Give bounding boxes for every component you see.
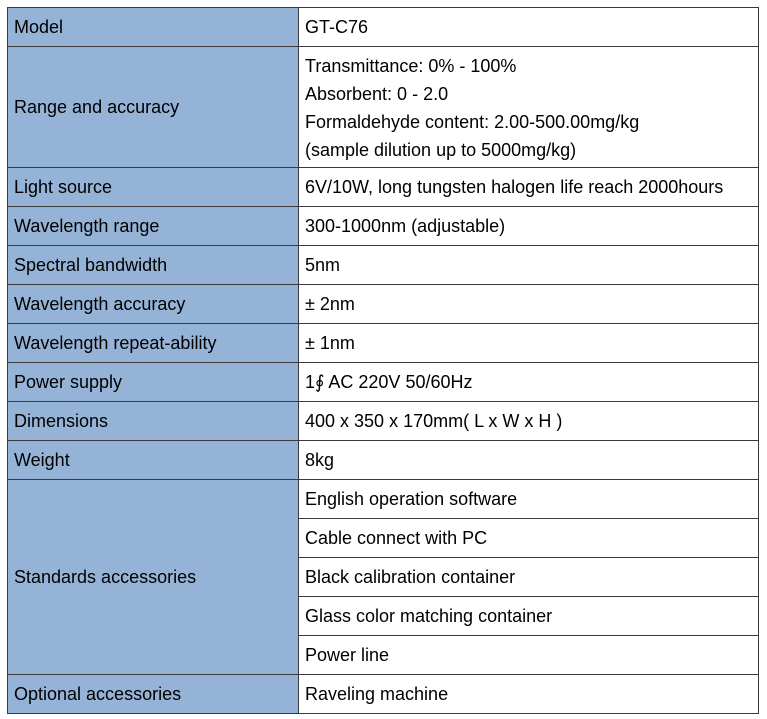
value-power-supply: 1∮ AC 220V 50/60Hz — [299, 363, 759, 402]
label-dimensions: Dimensions — [8, 402, 299, 441]
table-row-power-supply — [8, 363, 759, 402]
range-line-transmittance: Transmittance: 0% - 100% — [305, 56, 517, 76]
label-wavelength-accuracy: Wavelength accuracy — [8, 285, 299, 324]
accessory-item: Black calibration container — [299, 558, 759, 597]
value-optional-accessories: Raveling machine — [299, 675, 759, 714]
accessory-item: Cable connect with PC — [299, 519, 759, 558]
value-wavelength-accuracy: ± 2nm — [299, 285, 759, 324]
value-model: GT-C76 — [299, 8, 759, 47]
range-line-formaldehyde: Formaldehyde content: 2.00-500.00mg/kg — [305, 112, 640, 132]
value-light-source: 6V/10W, long tungsten halogen life reach 2000hours — [299, 168, 759, 207]
label-wavelength-repeatability: Wavelength repeat-ability — [8, 324, 299, 363]
range-line-absorbent: Absorbent: 0 - 2.0 — [305, 84, 449, 104]
value-weight: 8kg — [299, 441, 759, 480]
table-row-wavelength-range — [8, 207, 759, 246]
value-wavelength-repeatability: ± 1nm — [299, 324, 759, 363]
table-row-standard-accessories — [8, 480, 759, 519]
accessory-item: Power line — [299, 636, 759, 675]
value-dimensions: 400 x 350 x 170mm( L x W x H ) — [299, 402, 759, 441]
label-light-source: Light source — [8, 168, 299, 207]
value-spectral-bandwidth: 5nm — [299, 246, 759, 285]
label-model: Model — [8, 8, 299, 47]
table-row-spectral-bandwidth — [8, 246, 759, 285]
value-wavelength-range: 300-1000nm (adjustable) — [299, 207, 759, 246]
range-line-dilution: (sample dilution up to 5000mg/kg) — [305, 140, 577, 160]
table-row-optional-accessories — [8, 675, 759, 714]
label-optional-accessories: Optional accessories — [8, 675, 299, 714]
table-row-weight — [8, 441, 759, 480]
table-row-wavelength-accuracy — [8, 285, 759, 324]
table-row-wavelength-repeatability — [8, 324, 759, 363]
table-row-range-accuracy — [8, 47, 759, 168]
label-spectral-bandwidth: Spectral bandwidth — [8, 246, 299, 285]
value-range-accuracy — [299, 47, 759, 168]
table-row-dimensions — [8, 402, 759, 441]
label-weight: Weight — [8, 441, 299, 480]
label-wavelength-range: Wavelength range — [8, 207, 299, 246]
spec-table — [7, 7, 759, 714]
label-power-supply: Power supply — [8, 363, 299, 402]
label-standard-accessories: Standards accessories — [8, 480, 299, 675]
table-row-light-source — [8, 168, 759, 207]
accessory-item: English operation software — [299, 480, 759, 519]
table-row-model — [8, 8, 759, 47]
label-range-accuracy: Range and accuracy — [8, 47, 299, 168]
accessory-item: Glass color matching container — [299, 597, 759, 636]
